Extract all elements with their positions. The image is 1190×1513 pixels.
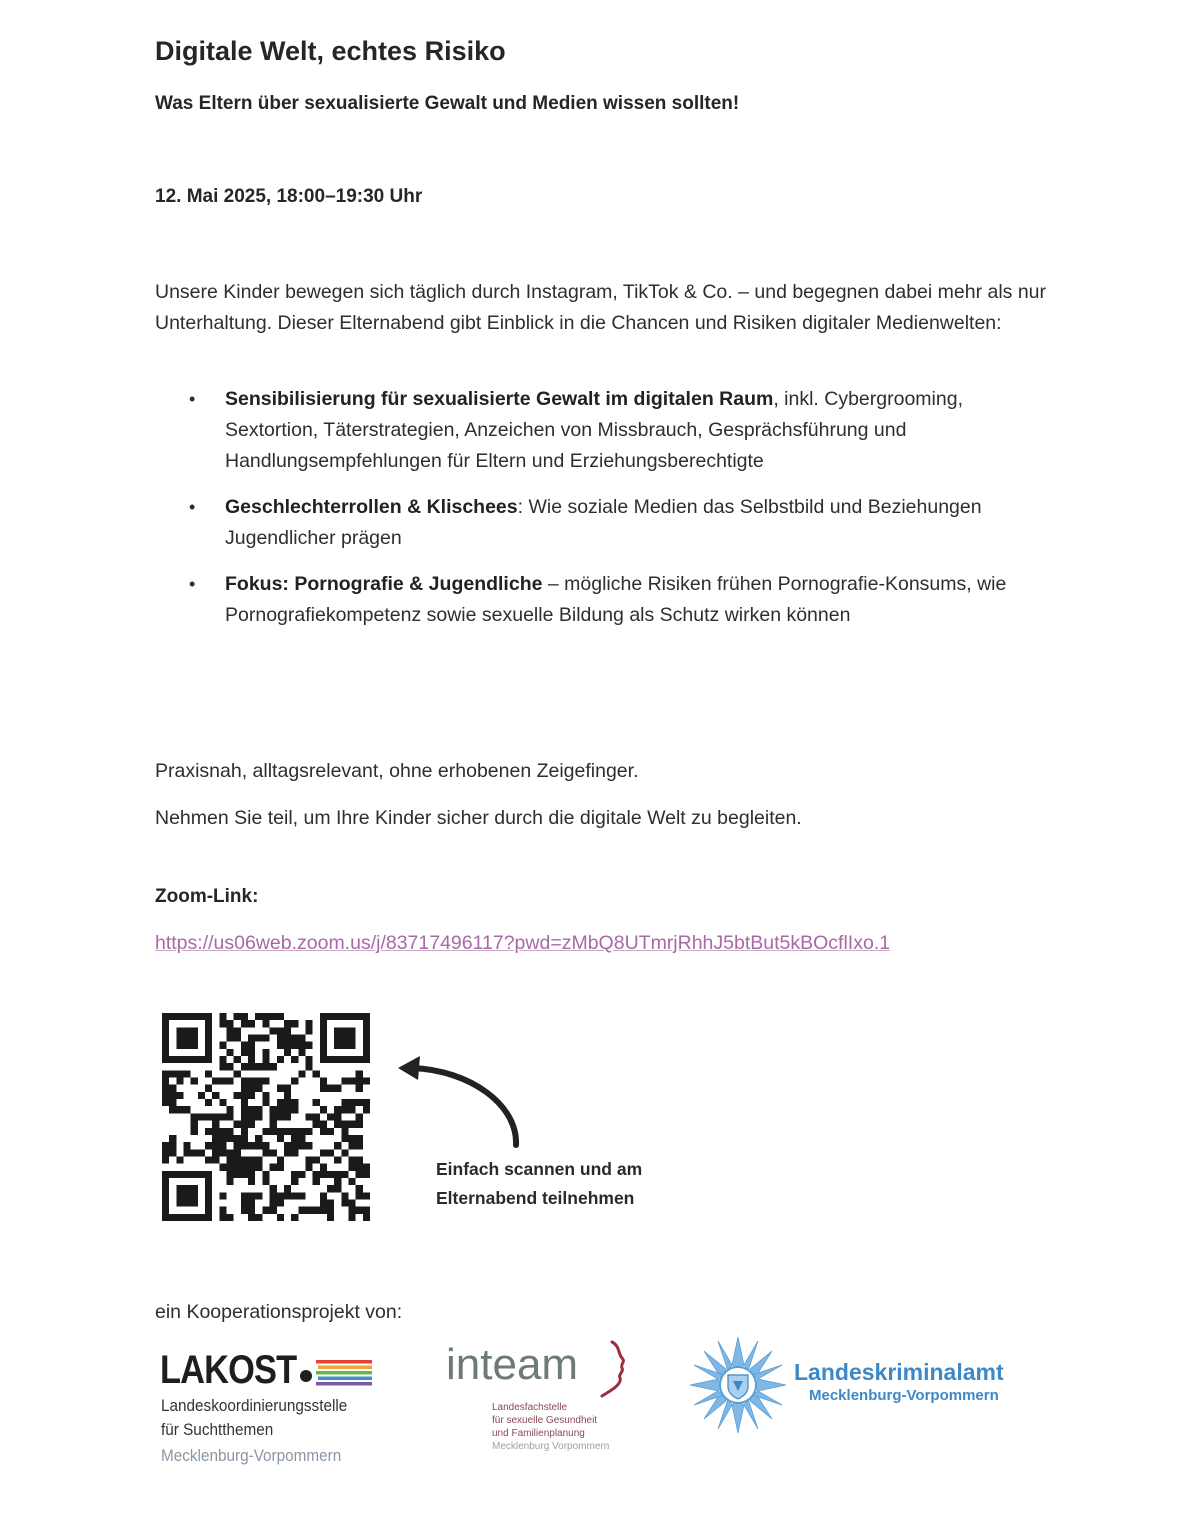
page-subtitle: Was Eltern über sexualisierte Gewalt und Medien wissen sollten! [155, 93, 740, 114]
bullet-icon: • [189, 497, 196, 517]
topic-title: Geschlechterrollen & Klischees [225, 496, 518, 518]
curved-arrow-icon [390, 1050, 530, 1150]
page-title: Digitale Welt, echtes Risiko [155, 36, 506, 66]
cooperation-label: ein Kooperationsprojekt von: [155, 1301, 403, 1323]
lakost-line-1: Landeskoordinierungsstelle [161, 1396, 348, 1415]
intro-paragraph: Unsere Kinder bewegen sich täglich durch Instagram, TikTok & Co. – und begegnen dabei mehr als nur Unterhaltung. Dieser Elternabend gibt Einblick in die Chancen und Risiken digitaler Medienwelten: [155, 281, 1047, 334]
lakost-logo-name: LAKOST [160, 1348, 297, 1392]
topic-list [155, 384, 1035, 646]
zoom-link[interactable]: https://us06web.zoom.us/j/83717496117?pwd=zMbQ8UTmrjRhhJ5btBut5kBOcflIxo.1 [155, 932, 891, 954]
bullet-icon: • [189, 389, 196, 409]
closing-line-1: Praxisnah, alltagsrelevant, ohne erhobenen Zeigefinger. [155, 760, 639, 782]
inteam-line-3: und Familienplanung [492, 1428, 585, 1439]
lka-name: Landeskriminalamt [794, 1359, 1004, 1385]
qr-code-icon[interactable] [162, 1013, 370, 1221]
topic-title: Sensibilisierung für sexualisierte Gewalt im digitalen Raum [225, 388, 774, 410]
lakost-line-3: Mecklenburg-Vorpommern [161, 1446, 342, 1465]
scan-caption-line-2: Elternabend teilnehmen [436, 1188, 635, 1208]
topic-text: – mögliche Risiken frühen Pornografie-Konsums, wie Pornografiekompetenz sowie sexuelle Bildung als Schutz wirken können [225, 573, 1007, 626]
topic-text: : Wie soziale Medien das Selbstbild und Beziehungen Jugendlicher prägen [225, 496, 982, 549]
list-item [155, 569, 1035, 631]
police-star-icon [688, 1335, 788, 1435]
scan-caption [436, 1155, 642, 1213]
lka-logo [688, 1335, 1048, 1445]
closing-line-2: Nehmen Sie teil, um Ihre Kinder sicher durch die digitale Welt zu begleiten. [155, 807, 802, 829]
bullet-icon: • [189, 574, 196, 594]
face-profile-icon [598, 1340, 634, 1400]
inteam-logo [446, 1340, 676, 1465]
inteam-line-1: Landesfachstelle [492, 1402, 568, 1413]
lakost-line-2: für Suchtthemen [161, 1420, 274, 1439]
inteam-line-2: für sexuelle Gesundheit [492, 1415, 598, 1426]
event-date: 12. Mai 2025, 18:00–19:30 Uhr [155, 186, 423, 207]
scan-caption-line-1: Einfach scannen und am [436, 1159, 643, 1179]
topic-text: , inkl. Cybergrooming, Sextortion, Täterstrategien, Anzeichen von Missbrauch, Gesprächsführung und Handlungsempfehlungen für Eltern und Erziehungsberechtigte [225, 388, 963, 472]
inteam-logo-name: inteam [446, 1340, 579, 1389]
lakost-stripes-icon [300, 1358, 374, 1390]
list-item [155, 384, 1035, 477]
list-item [155, 492, 1035, 554]
zoom-label: Zoom-Link: [155, 886, 259, 907]
lakost-logo [160, 1348, 400, 1473]
inteam-line-4: Mecklenburg Vorpommern [492, 1441, 610, 1452]
topic-title: Fokus: Pornografie & Jugendliche [225, 573, 543, 595]
lka-region: Mecklenburg-Vorpommern [809, 1387, 999, 1404]
